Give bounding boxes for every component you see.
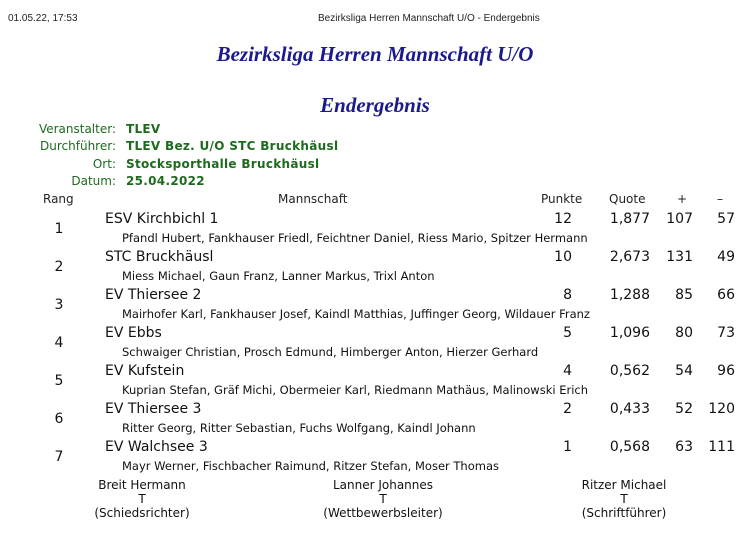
table-row [0,401,750,439]
player-list: Kuprian Stefan, Gräf Michi, Obermeier Karl, Riedmann Mathäus, Malinowski Erich [122,383,589,397]
signature-mark: T [620,492,628,506]
team-name: EV Walchsee 3 [105,439,208,455]
page-title: Bezirksliga Herren Mannschaft U/O [216,42,534,66]
minus-value: 120 [708,401,735,417]
signature-name: Breit Hermann [98,478,186,492]
info-label: Durchführer: [40,139,116,153]
plus-value: 85 [675,287,693,303]
col-minus: – [717,192,723,206]
player-list: Miess Michael, Gaun Franz, Lanner Markus, Trixl Anton [122,269,435,283]
info-value: TLEV [126,122,161,136]
team-name: ESV Kirchbichl 1 [105,211,219,227]
rank: 3 [54,297,64,313]
col-punkte: Punkte [541,192,583,206]
info-value: 25.04.2022 [126,174,205,188]
player-list: Ritter Georg, Ritter Sebastian, Fuchs Wolfgang, Kaindl Johann [122,421,476,435]
quote: 0,562 [609,363,650,379]
signature-name: Ritzer Michael [581,478,667,492]
table-row [0,325,750,363]
rank: 4 [54,335,64,351]
col-rang: Rang [43,192,74,206]
col-mannschaft: Mannschaft [278,192,348,206]
signature-competition-lead [303,478,463,520]
signature-role: (Wettbewerbsleiter) [323,506,443,520]
quote: 0,433 [609,401,650,417]
rank: 1 [54,221,64,237]
player-list: Mayr Werner, Fischbacher Raimund, Ritzer Stefan, Moser Thomas [122,459,499,473]
signature-recorder [554,478,694,520]
minus-value: 57 [717,211,735,227]
print-datetime: 01.05.22, 17:53 [8,13,78,24]
rank: 6 [54,411,64,427]
print-doc-title: Bezirksliga Herren Mannschaft U/O - Endergebnis [318,13,540,24]
info-label: Ort: [92,157,116,171]
points: 1 [563,439,572,455]
table-row [0,249,750,287]
points: 8 [563,287,572,303]
player-list: Mairhofer Karl, Fankhauser Josef, Kaindl Matthias, Juffinger Georg, Wildauer Franz [122,307,590,321]
points: 5 [563,325,572,341]
table-row [0,439,750,477]
quote: 1,096 [609,325,650,341]
points: 12 [554,211,572,227]
points: 4 [563,363,572,379]
info-value: Stocksporthalle Bruckhäusl [126,157,320,171]
points: 2 [563,401,572,417]
signature-name: Lanner Johannes [332,478,434,492]
info-label: Veranstalter: [38,122,116,136]
minus-value: 66 [717,287,735,303]
col-quote: Quote [609,192,646,206]
plus-value: 131 [666,249,693,265]
table-row [0,287,750,325]
plus-value: 52 [675,401,693,417]
quote: 1,877 [609,211,650,227]
info-value: TLEV Bez. U/O STC Bruckhäusl [126,139,339,153]
points: 10 [554,249,572,265]
minus-value: 96 [717,363,735,379]
col-plus: + [677,192,688,206]
quote: 0,568 [609,439,650,455]
team-name: EV Thiersee 3 [105,401,202,417]
signature-mark: T [379,492,387,506]
signature-mark: T [138,492,146,506]
info-label: Datum: [71,174,116,188]
signature-referee [72,478,212,520]
quote: 1,288 [609,287,650,303]
rank: 5 [54,373,64,389]
team-name: EV Ebbs [105,325,162,341]
plus-value: 63 [675,439,693,455]
team-name: EV Kufstein [105,363,185,379]
quote: 2,673 [609,249,650,265]
page-subtitle: Endergebnis [320,93,430,117]
table-row [0,363,750,401]
rank: 2 [54,259,64,275]
player-list: Schwaiger Christian, Prosch Edmund, Himberger Anton, Hierzer Gerhard [122,345,539,359]
player-list: Pfandl Hubert, Fankhauser Friedl, Feichtner Daniel, Riess Mario, Spitzer Hermann [122,231,588,245]
minus-value: 49 [717,249,735,265]
signature-role: (Schriftführer) [581,506,667,520]
plus-value: 107 [666,211,693,227]
table-row [0,211,750,249]
plus-value: 80 [675,325,693,341]
team-name: STC Bruckhäusl [105,249,214,265]
minus-value: 73 [717,325,735,341]
rank: 7 [54,449,64,465]
signature-role: (Schiedsrichter) [94,506,190,520]
minus-value: 111 [708,439,735,455]
plus-value: 54 [675,363,693,379]
team-name: EV Thiersee 2 [105,287,202,303]
